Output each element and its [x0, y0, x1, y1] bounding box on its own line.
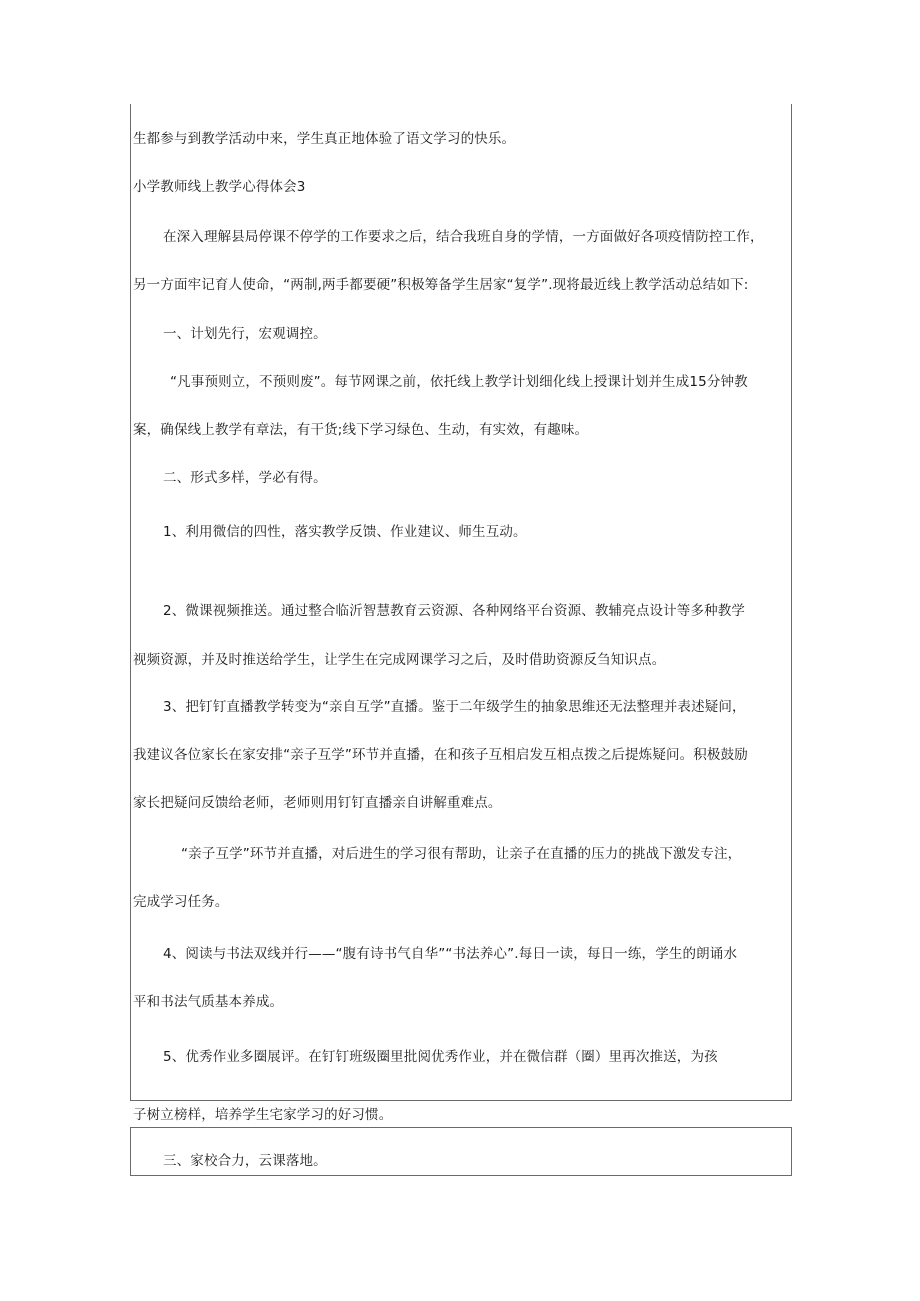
- text-line: 平和书法气质基本养成。: [133, 994, 284, 1010]
- section-heading: 小学教师线上教学心得体会3: [133, 179, 306, 195]
- text-line: 2、微课视频推送。通过整合临沂智慧教育云资源、各种网络平台资源、教辅亮点设计等多种教学: [163, 603, 746, 619]
- text-line: 在深入理解县局停课不停学的工作要求之后，结合我班自身的学情，一方面做好各项疫情防控工作，: [163, 229, 764, 245]
- text-line: 案，确保线上教学有章法，有干货;线下学习绿色、生动，有实效，有趣味。: [133, 422, 589, 438]
- subheading: 二、形式多样，学必有得。: [163, 470, 327, 486]
- text-line: 5、优秀作业多圈展评。在钉钉班级圈里批阅优秀作业，并在微信群（圈）里再次推送，为孩: [163, 1049, 718, 1065]
- subheading: 一、计划先行，宏观调控。: [163, 326, 327, 342]
- subheading: 三、家校合力，云课落地。: [163, 1153, 327, 1169]
- text-line: 视频资源，并及时推送给学生，让学生在完成网课学习之后，及时借助资源反刍知识点。: [133, 652, 666, 668]
- text-line: 3、把钉钉直播教学转变为“亲自互学”直播。鉴于二年级学生的抽象思维还无法整理并表述疑问，: [163, 699, 746, 715]
- text-line: 生都参与到教学活动中来，学生真正地体验了语文学习的快乐。: [133, 131, 516, 147]
- text-line: 子树立榜样，培养学生宅家学习的好习惯。: [133, 1107, 393, 1123]
- text-line: 4、阅读与书法双线并行——“腹有诗书气自华”“书法养心”.每日一读，每日一练，学生的朗诵水: [163, 946, 738, 962]
- text-line: 完成学习任务。: [133, 894, 229, 910]
- text-line: “亲子互学”环节并直播，对后进生的学习很有帮助，让亲子在直播的压力的挑战下激发专注，: [181, 846, 742, 862]
- text-line: 家长把疑问反馈给老师，老师则用钉钉直播亲自讲解重难点。: [133, 795, 502, 811]
- text-line: 1、利用微信的四性，落实教学反馈、作业建议、师生互动。: [163, 524, 527, 540]
- text-line: “凡事预则立，不预则废”。每节网课之前，依托线上教学计划细化线上授课计划并生成15分钟教: [170, 374, 748, 390]
- text-line: 我建议各位家长在家安排“亲子互学”环节并直播，在和孩子互相启发互相点拨之后提炼疑问。积极鼓励: [133, 747, 748, 763]
- text-line: 另一方面牢记育人使命，“两制,两手都要硬”积极筹备学生居家“复学”.现将最近线上教学活动总结如下:: [133, 277, 749, 293]
